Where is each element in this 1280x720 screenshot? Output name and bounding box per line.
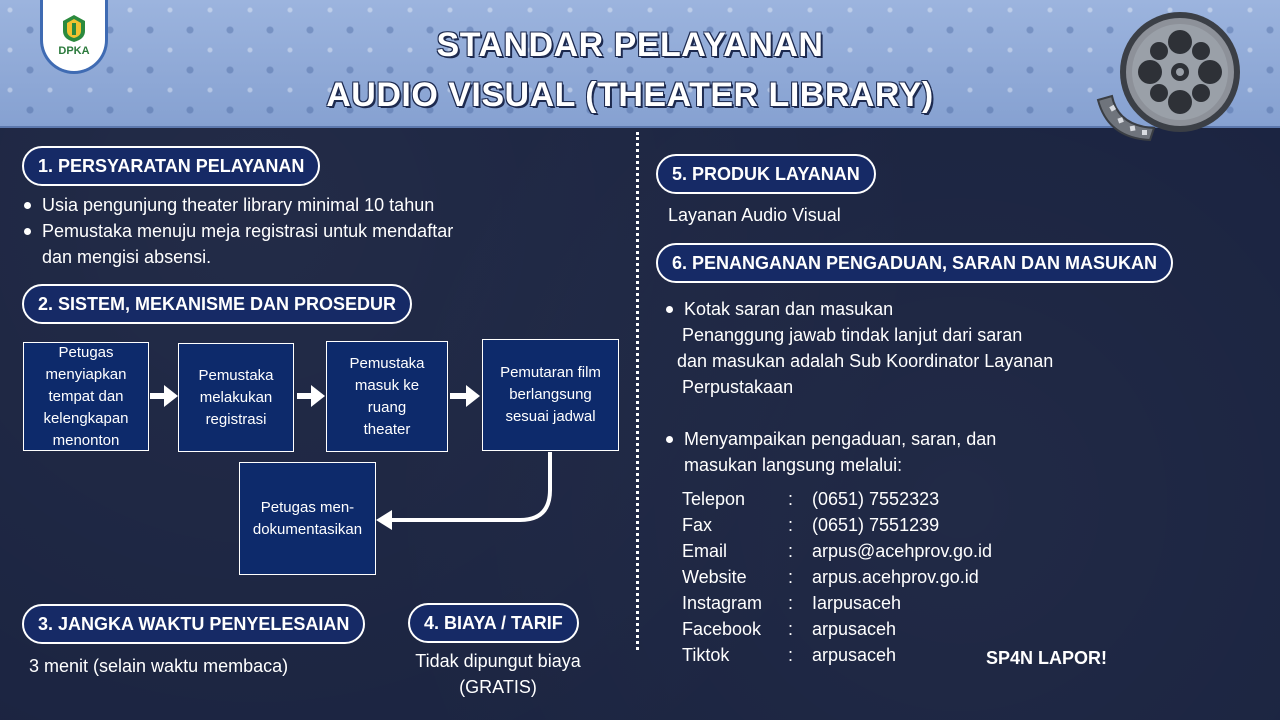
contact-label: Telepon (682, 489, 746, 509)
flow-step-line: tempat dan (48, 387, 124, 405)
product-text: Layanan Audio Visual (668, 205, 841, 225)
contact-label: Website (682, 567, 747, 587)
column-divider (636, 132, 639, 650)
channel-intro-line2: masukan langsung melalui: (684, 455, 903, 475)
flow-step-line: Pemustaka (349, 354, 425, 372)
flow-step-line: menonton (52, 431, 120, 449)
contact-colon: : (788, 515, 794, 535)
complaint-list-2 (664, 426, 996, 452)
flow-step-line: Petugas (58, 343, 114, 361)
responsible-text-line3: Perpustakaan (682, 377, 794, 397)
contact-value: arpusaceh (812, 619, 897, 639)
section2-heading: 2. SISTEM, MEKANISME DAN PROSEDUR (22, 284, 412, 324)
flow-step-line: masuk ke (354, 376, 420, 394)
logo-text: DPKA (58, 45, 90, 57)
section4-heading: 4. BIAYA / TARIF (408, 603, 579, 643)
contact-value: arpus@acehprov.go.id (812, 541, 993, 561)
complaint-list-1 (664, 296, 893, 322)
flow-step-line: registrasi (205, 410, 267, 428)
flow-step-line: sesuai jadwal (505, 408, 596, 425)
flow-step-4 (482, 339, 619, 451)
section1-list (22, 192, 453, 244)
flow-step-line: Pemustaka (198, 366, 274, 384)
contact-value: (0651) 7551239 (812, 515, 940, 535)
title-line-2: AUDIO VISUAL (THEATER LIBRARY) (326, 76, 934, 114)
arrow-right-icon (450, 385, 480, 407)
duration-text: 3 menit (selain waktu membaca) (29, 656, 289, 676)
contact-label: Facebook (682, 619, 762, 639)
cost-text-line1: Tidak dipungut biaya (415, 651, 581, 671)
flow-step-line: menyiapkan (45, 365, 127, 383)
flow-step-3 (326, 341, 448, 452)
contact-value: (0651) 7552323 (812, 489, 940, 509)
flow-step-5 (239, 462, 376, 575)
flow-step-line: dokumentasikan (252, 520, 363, 538)
list-item-continuation: dan mengisi absensi. (42, 247, 212, 267)
flow-step-1 (23, 342, 149, 451)
flow-step-line: ruang (367, 398, 407, 416)
contact-value: Iarpusaceh (812, 593, 902, 613)
responsible-text-line1: Penanggung jawab tindak lanjut dari saran (682, 325, 1023, 345)
section6-heading: 6. PENANGANAN PENGADUAN, SARAN DAN MASUKAN (656, 243, 1173, 283)
arrow-return-icon (370, 450, 560, 530)
section3-heading: 3. JANGKA WAKTU PENYELESAIAN (22, 604, 365, 644)
flow-step-line: berlangsung (509, 386, 592, 403)
film-reel-icon (1088, 8, 1248, 148)
responsible-text-line2: dan masukan adalah Sub Koordinator Layanan (677, 351, 1054, 371)
flow-step-line: Pemutaran film (500, 364, 601, 381)
contact-value: arpus.acehprov.go.id (812, 567, 979, 587)
cost-text-line2: (GRATIS) (459, 677, 537, 697)
contact-label: Fax (682, 515, 713, 535)
list-item: Usia pengunjung theater library minimal 10 tahun (22, 192, 453, 218)
contact-colon: : (788, 567, 794, 587)
flow-step-line: theater (363, 420, 411, 438)
flow-step-line: kelengkapan (43, 409, 129, 427)
contact-value: arpusaceh (812, 645, 897, 665)
flow-step-line: melakukan (199, 388, 273, 406)
list-item: Kotak saran dan masukan (664, 296, 893, 322)
arrow-right-icon (297, 385, 325, 407)
flow-step-line: Petugas men- (260, 498, 355, 516)
sp4n-lapor-label: SP4N LAPOR! (986, 648, 1108, 668)
flow-step-2 (178, 343, 294, 452)
page-title (240, 20, 1020, 120)
contact-colon: : (788, 593, 794, 613)
emblem-icon (59, 13, 89, 43)
list-item: Menyampaikan pengaduan, saran, dan (664, 426, 996, 452)
contact-colon: : (788, 645, 794, 665)
title-line-1: STANDAR PELAYANAN (436, 26, 824, 64)
contact-colon: : (788, 541, 794, 561)
arrow-right-icon (150, 385, 178, 407)
section1-heading: 1. PERSYARATAN PELAYANAN (22, 146, 320, 186)
contact-colon: : (788, 619, 794, 639)
dpka-logo (40, 0, 108, 74)
contact-colon: : (788, 489, 794, 509)
contact-label: Instagram (682, 593, 763, 613)
list-item: Pemustaka menuju meja registrasi untuk mendaftar (22, 218, 453, 244)
section5-heading: 5. PRODUK LAYANAN (656, 154, 876, 194)
contact-label: Email (682, 541, 728, 561)
contact-label: Tiktok (682, 645, 730, 665)
